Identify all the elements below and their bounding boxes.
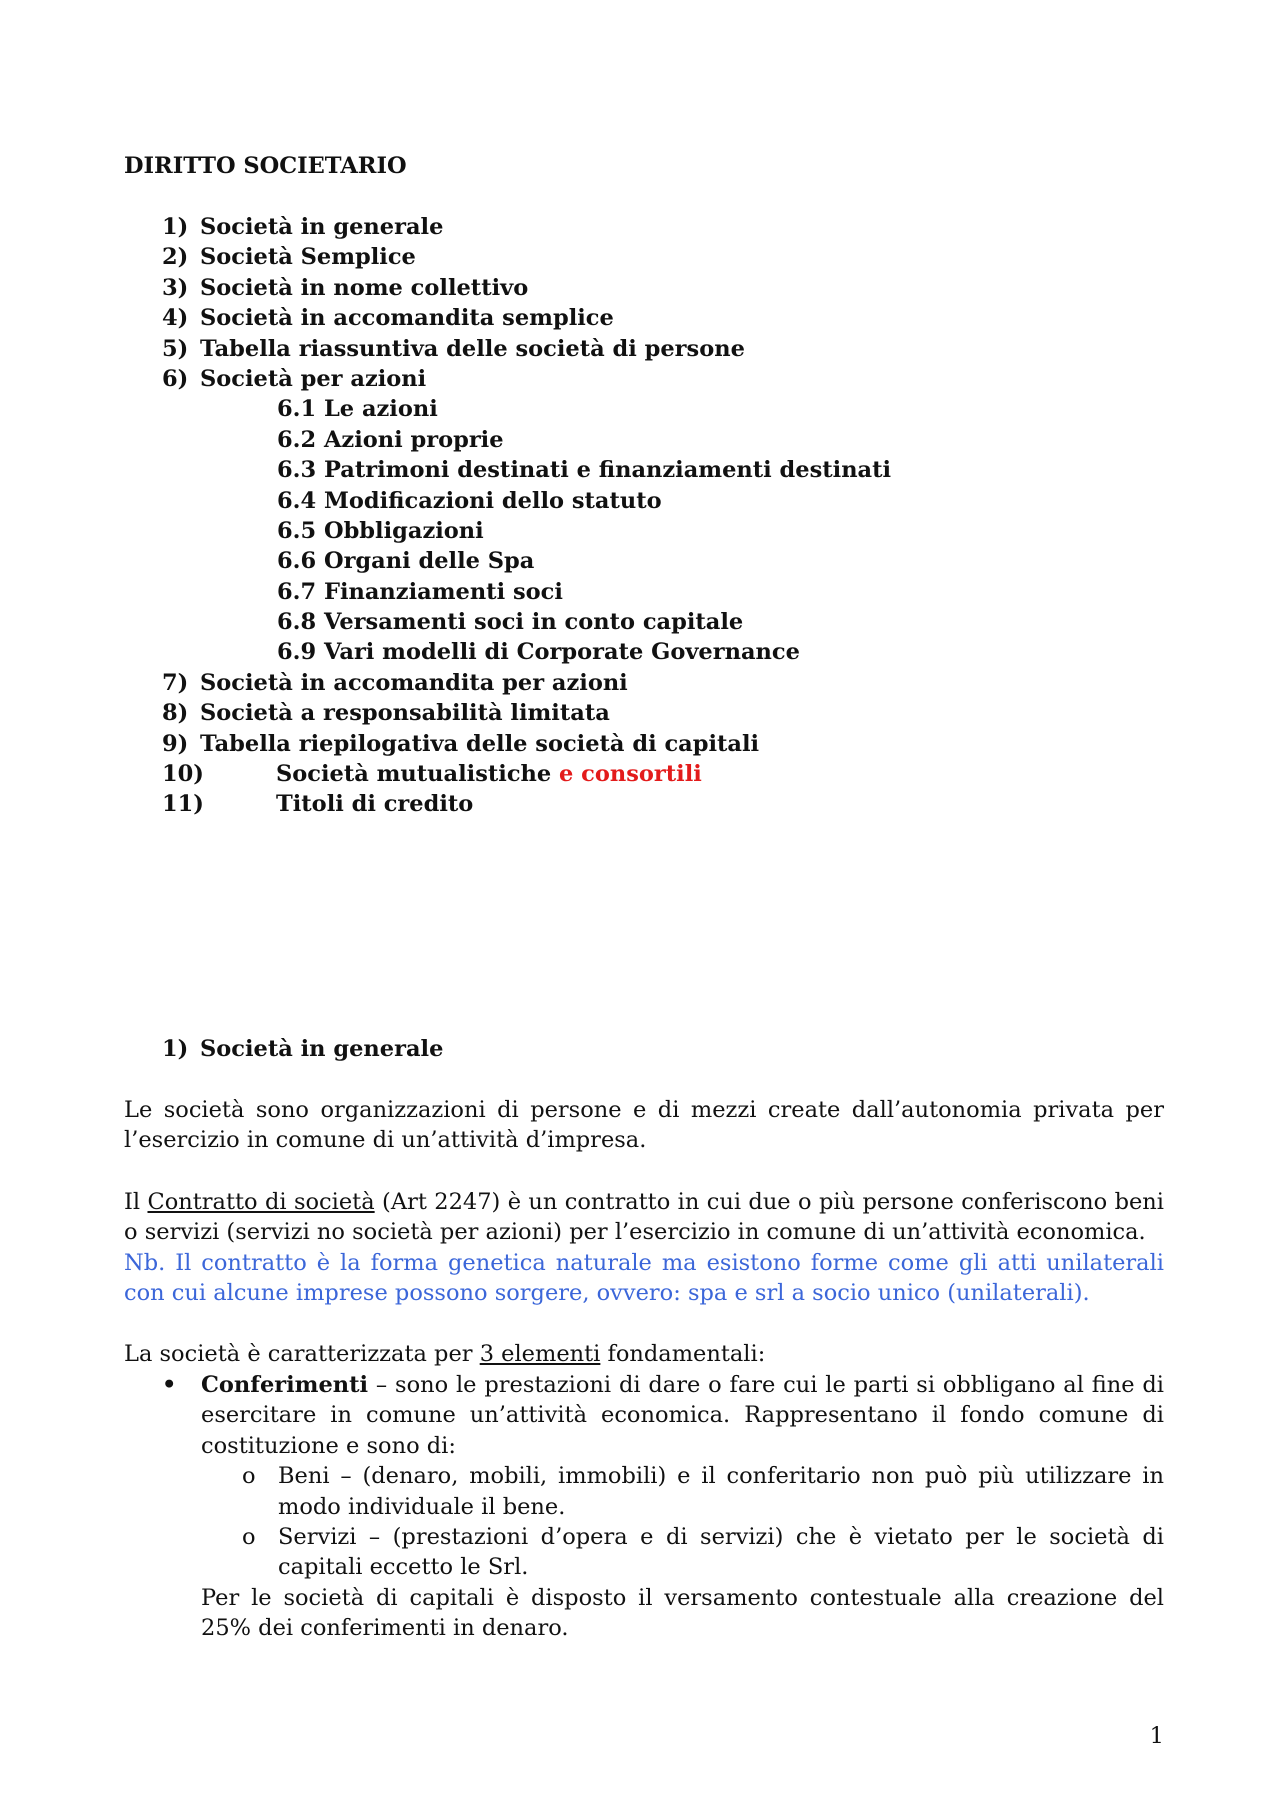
circle-bullet-icon: o (242, 1524, 256, 1551)
toc-item: 5) Tabella riassuntiva delle società di persone (162, 335, 745, 362)
toc-item: 1) Società in generale (162, 214, 444, 240)
bullet-followup: Per le società di capitali è disposto il versamento contestuale alla creazione del 25% dei conferimenti in denaro. (201, 1584, 1164, 1642)
toc-red-text: e consortili (559, 761, 702, 788)
list-subitem: o Servizi – (prestazioni d’opera e di servizi) che è vietato per le società di capitali eccetto le Srl. (242, 1524, 1164, 1581)
toc-subitem: 6.3 Patrimoni destinati e finanziamenti destinati (277, 457, 892, 484)
toc-item: 9) Tabella riepilogativa delle società di capitali (162, 730, 760, 757)
circle-bullet-icon: o (242, 1463, 256, 1490)
document-content (124, 150, 1164, 820)
bullet-icon: • (162, 1372, 177, 1398)
paragraph-intro: Le società sono organizzazioni di persone e di mezzi create dall’autonomia privata per l’esercizio in comune di un’attività d’impresa. (124, 1097, 1164, 1154)
toc-subitem: 6.2 Azioni proprie (277, 426, 504, 453)
list-subitem: o Beni – (denaro, mobili, immobili) e il conferitario non può più utilizzare in modo individuale il bene. (242, 1463, 1164, 1520)
toc-subitem: 6.6 Organi delle Spa (277, 548, 535, 575)
paragraph-contract: Il Contratto di società (Art 2247) è un contratto in cui due o più persone conferiscono beni o servizi (servizi no società per azioni) per l’esercizio in comune di un’attività economica. Nb. Il contratto è la forma genetica naturale ma esistono forme come gli atti unilaterali con cui alcune imprese possono sorgere, ovvero: spa e srl a socio unico (unilaterali). (124, 1189, 1164, 1307)
paragraph-elements: La società è caratterizzata per 3 elementi fondamentali: (124, 1341, 766, 1367)
table-of-contents (124, 212, 1164, 820)
toc-subitem: 6.5 Obbligazioni (277, 517, 484, 544)
note-text: Nb. Il contratto è la forma genetica naturale ma esistono forme come gli atti unilaterali con cui alcune imprese possono sorgere, ovvero: spa e srl a socio unico (unilaterali). (124, 1249, 1164, 1307)
toc-subitem: 6.4 Modificazioni dello statuto (277, 487, 662, 514)
toc-item: 10) Società mutualistiche e consortili (162, 761, 702, 788)
document-title: DIRITTO SOCIETARIO (124, 153, 407, 179)
toc-subitem: 6.7 Finanziamenti soci (277, 578, 563, 605)
toc-subitem: 6.8 Versamenti soci in conto capitale (277, 609, 744, 636)
toc-item: 4) Società in accomandita semplice (162, 305, 614, 332)
toc-item: 6) Società per azioni (162, 365, 427, 392)
toc-item: 11) Titoli di credito (162, 791, 474, 818)
toc-subitem: 6.1 Le azioni (277, 396, 438, 423)
bullet-list (124, 1370, 1164, 1644)
contratto-di-societa-text: Contratto di società (147, 1189, 375, 1215)
toc-subitem: 6.9 Vari modelli di Corporate Governance (277, 639, 800, 666)
document-page: DIRITTO SOCIETARIO 1) Società in generale 2) Società Semplice 3) Società in nome collettivo 4) Società in accomandita semplice 5) Tabella riassuntiva delle società di persone 6) Società per azioni 6.1 Le azioni 6.2 Azioni proprie 6.3 Patrimoni destinati e finanziamenti destinati 6.4 Modificazioni dello statuto 6.5 Obbligazioni 6.6 Organi delle Spa 6.7 Finanziamenti soci 6.8 Versamenti soci in conto capitale 6.9 Vari modelli di Corporate Governance 7) Società in accomandita per azioni 8) Società a responsabilità limitata 9) Tabella riepilogativa delle società di capitali 10) Società mutualistiche e consortili 11) Titoli di credito 1) Società in generale Le società sono organizzazioni di persone e di mezzi create dall’autonomia privata per l’esercizio in comune di un’attività d’impresa. Il Contratto di società (Art 2247) è un contratto in cui due o più persone conferiscono beni o servizi (servizi no società per azioni) per l’esercizio in comune di un’attività economica. Nb. Il contratto è la forma genetica naturale ma esistono forme come gli atti unilaterali con cui alcune imprese possono sorgere, ovvero: spa e srl a socio unico (unilaterali). La società è caratterizzata per 3 elementi fondamentali: • Conferimenti – sono le prestazioni di dare o fare cui le parti si obbligano al fine di esercitare in comune un’attività economica. Rappresentano il fondo comune di costituzione e sono di: o Beni – (denaro, mobili, immobili) e il conferitario non può più utilizzare in modo individuale il bene. o Servizi – (prestazioni d’opera e di servizi) che è vietato per le società di capitali eccetto le Srl. Per le società di capitali è disposto il versamento contestuale alla creazione del 25% dei conferimenti in denaro. 1 (0, 0, 1280, 1811)
toc-item: 7) Società in accomandita per azioni (162, 669, 628, 696)
toc-item: 2) Società Semplice (162, 244, 416, 271)
page-number: 1 (1149, 1723, 1164, 1749)
toc-item: 8) Società a responsabilità limitata (162, 700, 610, 727)
toc-item: 3) Società in nome collettivo (162, 274, 529, 301)
list-item: • Conferimenti – sono le prestazioni di dare o fare cui le parti si obbligano al fine di esercitare in comune un’attività economica. Rappresentano il fondo comune di costituzione e sono di: (162, 1372, 1164, 1459)
